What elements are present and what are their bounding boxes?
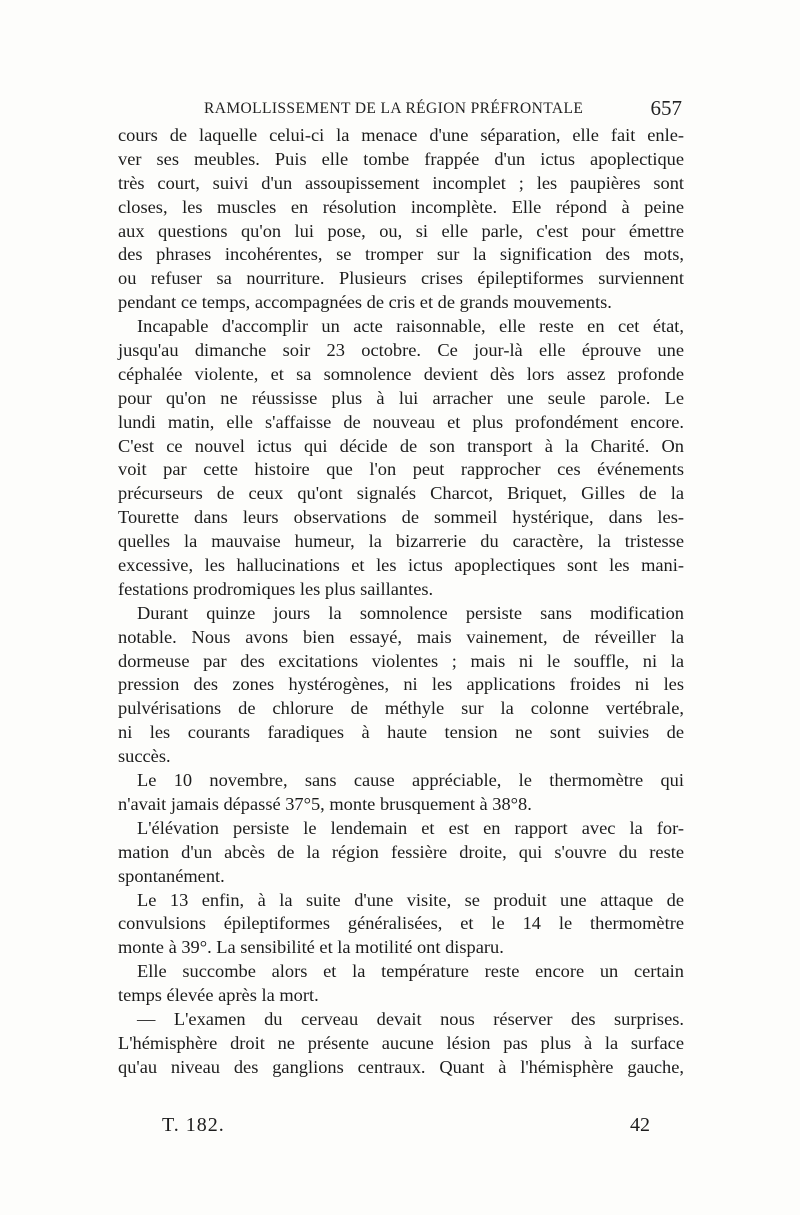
text-line: C'est ce nouvel ictus qui décide de son transport à la Charité. On xyxy=(118,435,684,456)
paragraph xyxy=(118,315,684,602)
page-header xyxy=(118,96,684,120)
text-line: Durant quinze jours la somnolence persiste sans modification xyxy=(137,602,684,623)
text-line: aux questions qu'on lui pose, ou, si elle parle, c'est pour émettre xyxy=(118,220,684,241)
paragraph xyxy=(118,889,684,961)
paragraph xyxy=(118,602,684,769)
text-line: notable. Nous avons bien essayé, mais vainement, de réveiller la xyxy=(118,626,684,647)
text-line: ou refuser sa nourriture. Plusieurs crises épileptiformes surviennent xyxy=(118,268,684,289)
text-line: précurseurs de ceux qu'ont signalés Charcot, Briquet, Gilles de la xyxy=(118,483,684,504)
text-line: ni les courants faradiques à haute tension ne sont suivies de xyxy=(118,722,684,743)
text-line: lundi matin, elle s'affaisse de nouveau et plus profondément encore. xyxy=(118,411,684,432)
paragraph xyxy=(118,960,684,1008)
text-line: cours de laquelle celui-ci la menace d'une séparation, elle fait enle- xyxy=(118,125,684,145)
text-line: succès. xyxy=(118,746,171,767)
text-line: des phrases incohérentes, se tromper sur la signification des mots, xyxy=(118,244,684,265)
text-line: Elle succombe alors et la température reste encore un certain xyxy=(137,961,684,982)
text-line: Tourette dans leurs observations de sommeil hystérique, dans les- xyxy=(118,507,684,528)
paragraph xyxy=(118,769,684,817)
text-line: Le 10 novembre, sans cause appréciable, le thermomètre qui xyxy=(137,770,684,791)
page-footer xyxy=(118,1114,684,1140)
text-line: quelles la mauvaise humeur, la bizarrerie du caractère, la tristesse xyxy=(118,531,684,552)
printer-signature-mark: T. 182. xyxy=(162,1114,225,1136)
text-line: spontanément. xyxy=(118,865,225,886)
text-line: convulsions épileptiformes généralisées, et le 14 le thermomètre xyxy=(118,913,684,934)
text-line: très court, suivi d'un assoupissement incomplet ; les paupières sont xyxy=(118,172,684,193)
text-line: closes, les muscles en résolution incomplète. Elle répond à peine xyxy=(118,196,684,217)
text-line: mation d'un abcès de la région fessière droite, qui s'ouvre du reste xyxy=(118,841,684,862)
text-line: jusqu'au dimanche soir 23 octobre. Ce jour-là elle éprouve une xyxy=(118,340,684,361)
paragraph xyxy=(118,124,684,315)
text-line: pendant ce temps, accompagnées de cris et de grands mouvements. xyxy=(118,292,612,313)
text-line: n'avait jamais dépassé 37°5, monte brusquement à 38°8. xyxy=(118,793,532,814)
body-text xyxy=(118,124,684,1080)
text-line: céphalée violente, et sa somnolence devient dès lors assez profonde xyxy=(118,363,684,384)
paragraph xyxy=(118,1008,684,1080)
text-line: temps élevée après la mort. xyxy=(118,985,319,1006)
running-head: RAMOLLISSEMENT DE LA RÉGION PRÉFRONTALE xyxy=(204,100,584,117)
text-line: monte à 39°. La sensibilité et la motilité ont disparu. xyxy=(118,937,504,958)
paragraph xyxy=(118,817,684,889)
text-line: pulvérisations de chlorure de méthyle sur la colonne vertébrale, xyxy=(118,698,684,719)
sheet-number: 42 xyxy=(630,1114,650,1136)
text-line: — L'examen du cerveau devait nous réserver des surprises. xyxy=(137,1008,684,1029)
text-line: Le 13 enfin, à la suite d'une visite, se produit une attaque de xyxy=(137,889,684,910)
text-line: festations prodromiques les plus saillantes. xyxy=(118,578,434,599)
text-line: pression des zones hystérogènes, ni les applications froides ni les xyxy=(118,674,684,695)
text-line: pour qu'on ne réussisse plus à lui arracher une seule parole. Le xyxy=(118,387,684,408)
text-line: voit par cette histoire que l'on peut rapprocher ces événements xyxy=(118,459,684,480)
text-line: qu'au niveau des ganglions centraux. Quant à l'hémisphère gauche, xyxy=(118,1056,684,1077)
text-line: dormeuse par des excitations violentes ; mais ni le souffle, ni la xyxy=(118,650,684,671)
text-line: L'élévation persiste le lendemain et est en rapport avec la for- xyxy=(137,817,684,838)
text-line: Incapable d'accomplir un acte raisonnable, elle reste en cet état, xyxy=(137,316,684,337)
text-line: ver ses meubles. Puis elle tombe frappée d'un ictus apoplectique xyxy=(118,148,684,169)
text-line: L'hémisphère droit ne présente aucune lésion pas plus à la surface xyxy=(118,1032,684,1053)
text-line: excessive, les hallucinations et les ictus apoplectiques sont les mani- xyxy=(118,555,684,576)
page-number: 657 xyxy=(650,96,682,120)
